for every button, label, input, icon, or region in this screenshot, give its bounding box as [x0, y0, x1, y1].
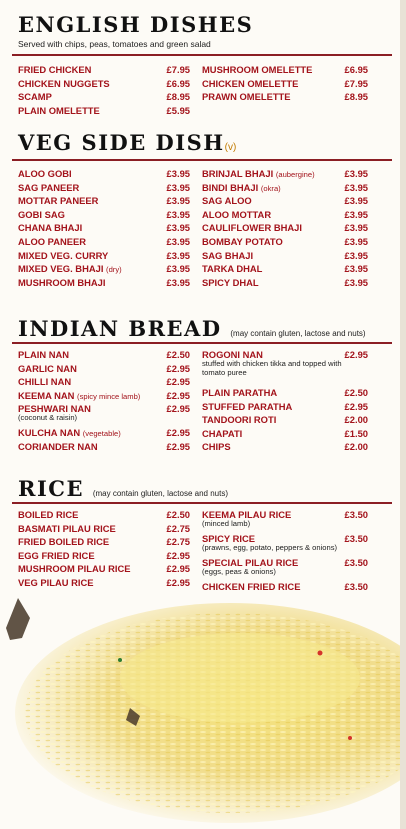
item-name-text: VEG PILAU RICE	[18, 576, 94, 588]
item-name-text: SPECIAL PILAU RICE	[202, 557, 299, 568]
item-description: (prawns, egg, potato, peppers & onions)	[202, 543, 338, 552]
item-price: £3.95	[344, 235, 368, 247]
item-name	[18, 562, 131, 576]
item-price: £2.95	[166, 563, 190, 575]
item-name-text: TANDOORI ROTI	[202, 414, 277, 426]
item-price: £3.95	[166, 263, 190, 275]
item-name	[202, 235, 283, 249]
item-qualifier: (spicy mince lamb)	[77, 391, 141, 401]
bread-menu-item	[202, 386, 368, 400]
item-name-text: SPICY RICE	[202, 533, 255, 544]
rice-menu-item	[18, 522, 190, 536]
item-qualifier: (vegetable)	[82, 429, 121, 439]
item-name	[18, 426, 121, 441]
english-menu-item	[18, 104, 190, 118]
item-name	[202, 63, 312, 77]
item-qualifier: (aubergine)	[275, 170, 315, 179]
item-name-text: CORIANDER NAN	[18, 440, 98, 452]
item-name-text: KEEMA NAN	[18, 389, 75, 401]
item-name	[18, 90, 52, 104]
item-name	[202, 262, 262, 276]
item-price: £2.50	[344, 387, 368, 398]
veg-left-column	[18, 167, 190, 289]
english-dishes-subtitle: Served with chips, peas, tomatoes and green salad	[18, 39, 211, 49]
item-name-text: CHILLI NAN	[18, 376, 72, 388]
bread-menu-item	[18, 402, 190, 426]
item-name	[18, 508, 78, 522]
veg-menu-item	[18, 167, 190, 181]
item-price: £2.75	[166, 522, 190, 534]
item-name-text: MUSHROOM PILAU RICE	[18, 563, 131, 575]
english-divider	[12, 54, 392, 56]
veg-menu-item	[202, 262, 368, 276]
item-name-text: KEEMA PILAU RICE	[202, 509, 292, 520]
item-price: £2.00	[344, 414, 368, 426]
item-name-text: BINDI BHAJI	[202, 181, 259, 193]
item-name-text: CHICKEN OMELETTE	[202, 77, 299, 89]
item-price: £3.50	[344, 581, 368, 592]
item-name-text: CHIPS	[202, 441, 231, 453]
item-name-text: PRAWN OMELETTE	[202, 91, 291, 103]
item-price: £3.95	[166, 208, 190, 220]
item-name	[18, 104, 100, 118]
item-name-text: CHICKEN FRIED RICE	[202, 581, 301, 592]
item-name-text: SAG PANEER	[18, 181, 80, 193]
item-name-text: KULCHA NAN	[18, 427, 81, 439]
item-name	[18, 208, 65, 222]
item-name-text: GARLIC NAN	[18, 362, 77, 374]
veg-menu-item	[18, 194, 190, 208]
item-price: £2.95	[166, 389, 190, 401]
english-dishes-heading: ENGLISH DISHES	[18, 12, 254, 37]
bread-menu-item	[18, 375, 190, 389]
item-name	[202, 580, 300, 594]
bread-divider	[12, 342, 392, 344]
veg-menu-item	[18, 276, 190, 290]
item-name-text: FRIED BOILED RICE	[18, 536, 110, 548]
item-name	[18, 549, 95, 563]
item-name	[18, 167, 72, 181]
item-name	[202, 413, 276, 427]
item-name-text: SPICY DHAL	[202, 276, 259, 288]
rice-menu-item	[18, 562, 190, 576]
item-description: (minced lamb)	[202, 519, 251, 528]
bread-left-column	[18, 348, 190, 454]
rice-heading: RICE (may contain gluten, lactose and nuts)	[18, 476, 228, 501]
bread-menu-item	[18, 362, 190, 376]
item-price: £3.95	[166, 276, 190, 288]
item-name-text: ROGONI NAN	[202, 349, 263, 360]
item-name-text: FRIED CHICKEN	[18, 64, 92, 75]
item-name-text: BRINJAL BHAJI	[202, 168, 274, 179]
veg-menu-item	[202, 221, 368, 235]
veg-side-dish-heading: VEG SIDE DISH(v)	[18, 130, 237, 155]
item-price: £2.75	[166, 536, 190, 548]
veg-right-column	[202, 167, 368, 289]
item-price: £3.95	[344, 222, 368, 234]
item-price: £2.00	[344, 441, 368, 453]
item-qualifier: (dry)	[106, 265, 122, 275]
item-description: (eggs, peas & onions)	[202, 567, 276, 576]
item-name-text: ALOO MOTTAR	[202, 208, 272, 220]
item-name-text: SAG ALOO	[202, 195, 252, 207]
item-name	[202, 90, 291, 104]
item-name	[18, 249, 108, 263]
item-price: £3.50	[344, 509, 368, 520]
bread-menu-item	[18, 440, 190, 454]
item-name	[18, 194, 98, 208]
rice-menu-item	[202, 580, 368, 594]
item-price: £5.95	[166, 104, 190, 116]
rice-left-column	[18, 508, 190, 590]
item-name-text: MUSHROOM BHAJI	[18, 276, 106, 288]
item-name	[202, 77, 298, 91]
item-name-text: SAG BHAJI	[202, 249, 254, 261]
item-name	[18, 221, 82, 235]
item-name	[202, 400, 292, 414]
item-price: £2.50	[166, 509, 190, 520]
rice-menu-item	[18, 576, 190, 590]
item-name	[202, 181, 281, 196]
veg-menu-item	[18, 208, 190, 222]
item-name-text: TARKA DHAL	[202, 263, 263, 275]
item-qualifier: (okra)	[260, 183, 281, 193]
bread-menu-item	[18, 348, 190, 362]
item-name	[18, 522, 116, 536]
veg-menu-item	[18, 181, 190, 195]
rice-menu-item	[202, 532, 368, 556]
rice-allergen-note: (may contain gluten, lactose and nuts)	[92, 489, 228, 498]
item-price: £8.95	[166, 91, 190, 103]
item-name	[202, 167, 315, 182]
item-price: £8.95	[344, 91, 368, 103]
veg-menu-item	[18, 221, 190, 235]
item-price: £3.95	[344, 195, 368, 207]
english-menu-item	[18, 63, 190, 77]
veg-menu-item	[202, 208, 368, 222]
item-name-text: ALOO PANEER	[18, 235, 87, 247]
item-name	[18, 375, 71, 389]
item-name	[18, 63, 91, 77]
english-menu-item	[202, 77, 368, 91]
item-description: (coconut & raisin)	[18, 413, 78, 423]
item-price: £3.50	[344, 533, 368, 544]
veg-divider	[12, 159, 392, 161]
item-name	[202, 194, 252, 208]
item-name-text: SCAMP	[18, 91, 52, 103]
item-name	[202, 276, 259, 290]
item-name-text: BOMBAY POTATO	[202, 235, 283, 247]
bread-right-column	[202, 348, 368, 454]
item-name	[202, 249, 253, 263]
item-name-text: GOBI SAG	[18, 208, 65, 220]
english-left-column	[18, 63, 190, 117]
item-name	[18, 576, 94, 590]
veg-menu-item	[202, 276, 368, 290]
item-price: £3.95	[344, 208, 368, 220]
item-price: £3.95	[166, 195, 190, 207]
item-name-text: CHICKEN NUGGETS	[18, 77, 110, 89]
item-price: £3.95	[344, 181, 368, 193]
item-price: £3.95	[344, 168, 368, 179]
rice-divider	[12, 502, 392, 504]
item-name	[18, 362, 77, 376]
rice-menu-item	[202, 508, 368, 532]
item-name	[18, 77, 110, 91]
veg-menu-item	[202, 249, 368, 263]
veg-menu-item	[18, 249, 190, 263]
item-name	[202, 427, 242, 441]
item-name	[202, 440, 231, 454]
bread-allergen-note: (may contain gluten, lactose and nuts)	[230, 329, 366, 338]
item-price: £3.95	[344, 263, 368, 275]
english-menu-item	[202, 63, 368, 77]
item-price: £3.95	[166, 181, 190, 193]
bread-menu-item	[202, 348, 368, 386]
veg-menu-item	[202, 194, 368, 208]
rice-menu-item	[202, 556, 368, 580]
item-name	[18, 181, 79, 195]
veg-menu-item	[202, 181, 368, 195]
english-menu-item	[202, 90, 368, 104]
item-name-text: MIXED VEG. CURRY	[18, 249, 109, 261]
rice-photo	[0, 598, 400, 829]
item-name-text: CAULIFLOWER BHAJI	[202, 222, 302, 234]
item-name	[18, 235, 86, 249]
item-name	[18, 276, 106, 290]
rice-menu-item	[18, 508, 190, 522]
english-menu-item	[18, 77, 190, 91]
bread-menu-item	[18, 389, 190, 403]
item-price: £2.95	[166, 376, 190, 388]
english-right-column	[202, 63, 368, 104]
rice-menu-item	[18, 549, 190, 563]
item-name	[18, 348, 69, 362]
item-price: £2.95	[166, 440, 190, 452]
item-name	[202, 208, 271, 222]
item-name-text: CHAPATI	[202, 427, 243, 439]
item-name-text: MUSHROOM OMELETTE	[202, 64, 313, 75]
item-price: £2.50	[166, 349, 190, 360]
item-price: £7.95	[166, 64, 190, 75]
english-menu-item	[18, 90, 190, 104]
item-name-text: MOTTAR PANEER	[18, 195, 99, 207]
item-price: £3.95	[344, 249, 368, 261]
item-description: stuffed with chicken tikka and topped with tomato puree	[202, 359, 342, 377]
item-price: £2.95	[166, 403, 190, 415]
item-name-text: STUFFED PARATHA	[202, 400, 293, 412]
bread-menu-item	[18, 426, 190, 440]
item-name-text: MIXED VEG. BHAJI	[18, 263, 104, 275]
bread-menu-item	[202, 400, 368, 414]
item-name-text: BASMATI PILAU RICE	[18, 522, 116, 534]
item-price: £2.95	[344, 400, 368, 412]
item-price: £2.95	[344, 349, 368, 360]
bread-menu-item	[202, 440, 368, 454]
item-price: £7.95	[344, 77, 368, 89]
item-name-text: ALOO GOBI	[18, 168, 72, 179]
veg-menu-item	[202, 167, 368, 181]
item-price: £3.95	[166, 249, 190, 261]
item-price: £3.50	[344, 557, 368, 568]
item-name	[202, 386, 277, 400]
item-name-text: PESHWARI NAN	[18, 403, 91, 415]
item-name-text: PLAIN PARATHA	[202, 387, 278, 398]
item-name-text: PLAIN OMELETTE	[18, 104, 100, 116]
item-price: £3.95	[166, 168, 190, 179]
item-name	[202, 221, 302, 235]
rice-dish-image	[0, 598, 400, 829]
item-name	[18, 262, 122, 277]
item-price: £6.95	[166, 77, 190, 89]
item-name-text: BOILED RICE	[18, 509, 79, 520]
veg-menu-item	[18, 262, 190, 276]
item-price: £2.95	[166, 427, 190, 439]
item-name	[18, 389, 140, 404]
item-price: £3.95	[166, 235, 190, 247]
item-name-text: CHANA BHAJI	[18, 222, 83, 234]
vegetarian-mark: (v)	[224, 142, 237, 153]
item-price: £1.50	[344, 427, 368, 439]
item-price: £2.95	[166, 362, 190, 374]
item-name	[18, 440, 98, 454]
item-name-text: PLAIN NAN	[18, 349, 70, 360]
veg-menu-item	[202, 235, 368, 249]
indian-bread-heading: INDIAN BREAD (may contain gluten, lactose and nuts)	[18, 316, 366, 341]
item-price: £3.95	[344, 276, 368, 288]
item-price: £3.95	[166, 222, 190, 234]
item-price: £2.95	[166, 576, 190, 588]
item-name	[18, 535, 109, 549]
item-price: £2.95	[166, 549, 190, 561]
rice-menu-item	[18, 535, 190, 549]
item-name-text: EGG FRIED RICE	[18, 549, 95, 561]
veg-menu-item	[18, 235, 190, 249]
bread-menu-item	[202, 427, 368, 441]
bread-menu-item	[202, 413, 368, 427]
item-price: £6.95	[344, 64, 368, 75]
rice-right-column	[202, 508, 368, 594]
